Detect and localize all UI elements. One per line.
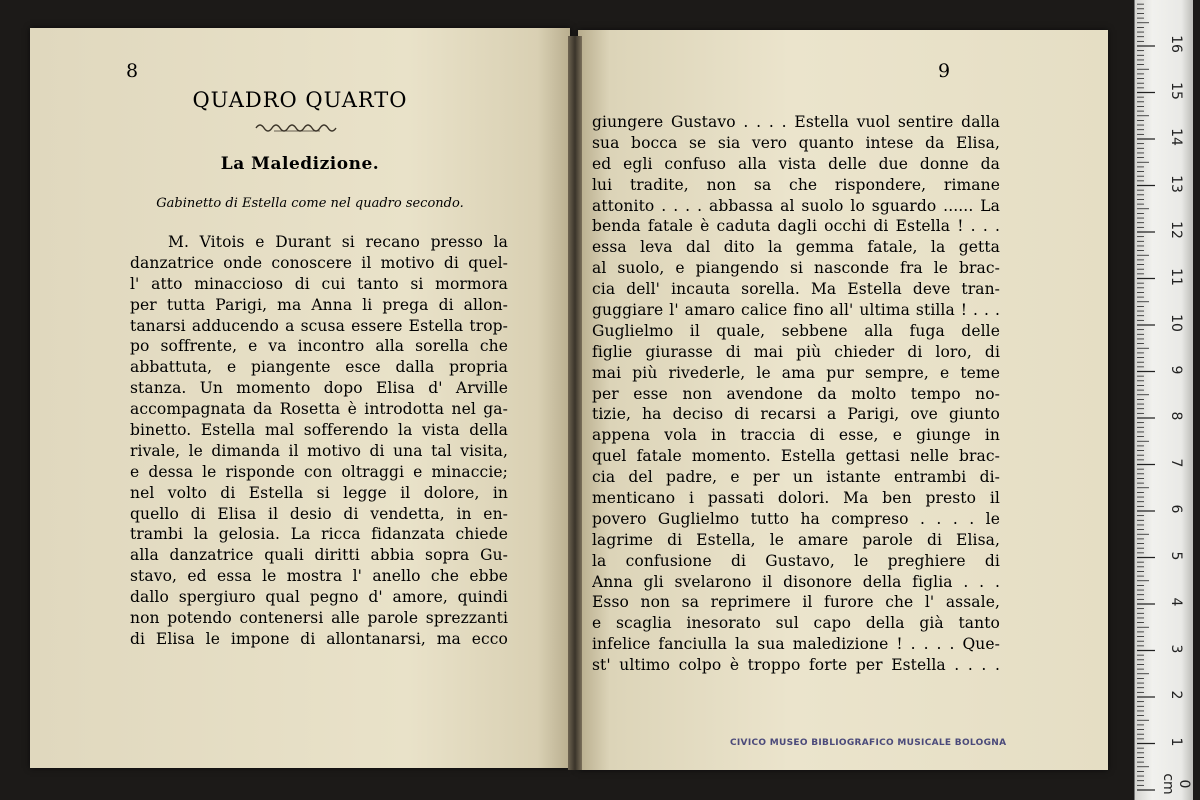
book-gutter bbox=[568, 36, 582, 770]
ruler-label: 10 bbox=[1168, 314, 1184, 332]
text-line: per tutta Parigi, ma Anna li prega di allon- bbox=[130, 295, 508, 314]
text-line: quello di Elisa il desio di vendetta, in en- bbox=[130, 504, 508, 523]
text-line: e dessa le risponde con oltraggi e minaccie; bbox=[130, 462, 508, 481]
ruler-label: 6 bbox=[1168, 504, 1184, 514]
text-line: benda fatale è caduta dagli occhi di Estella ! . . . bbox=[592, 217, 1000, 236]
text-line: al suolo, e piangendo si nasconde fra le brac- bbox=[592, 259, 1000, 278]
text-line: Guglielmo il quale, sebbene alla fuga delle bbox=[592, 321, 1000, 340]
ruler-label: 13 bbox=[1168, 174, 1184, 193]
ruler-label: 9 bbox=[1168, 365, 1184, 374]
ruler-label: 2 bbox=[1168, 690, 1184, 700]
right-page-text bbox=[592, 112, 1000, 676]
text-line: cia del padre, e per un istante entrambi di- bbox=[592, 468, 1000, 487]
text-line: dallo spergiuro qual pegno d' amore, quindi bbox=[130, 588, 508, 607]
ruler-label: 5 bbox=[1168, 551, 1184, 560]
text-line: cia dell' incauta sorella. Ma Estella deve tran- bbox=[592, 280, 1000, 299]
text-line: povero Guglielmo tutto ha compreso . . . . le bbox=[592, 509, 1000, 528]
text-line: st' ultimo colpo è troppo forte per Estella . . . . bbox=[592, 656, 1000, 675]
text-line: lagrime di Estella, le amare parole di Elisa, bbox=[592, 530, 1000, 549]
text-line: M. Vitois e Durant si recano presso la bbox=[168, 233, 508, 251]
text-line: infelice fanciulla la sua maledizione ! . . . . Que- bbox=[592, 635, 1000, 654]
ornament-divider bbox=[254, 120, 340, 134]
text-line: stanza. Un momento dopo Elisa d' Arville bbox=[130, 379, 508, 398]
text-line: accompagnata da Rosetta è introdotta nel ga- bbox=[130, 400, 508, 419]
ruler-label: 3 bbox=[1168, 644, 1184, 653]
text-line: tanarsi adducendo a scusa essere Estella trop- bbox=[130, 316, 508, 335]
ruler-label: 15 bbox=[1168, 81, 1184, 100]
left-page-number: 8 bbox=[126, 60, 139, 82]
chapter-heading: QUADRO QUARTO bbox=[192, 88, 408, 112]
text-line: attonito . . . . abbassa al suolo lo sguardo ...... La bbox=[592, 196, 1000, 215]
text-line: stavo, ed essa le mostra l' anello che ebbe bbox=[130, 567, 508, 586]
ruler-label: 4 bbox=[1168, 597, 1184, 607]
text-line: e scaglia inesorato sul capo della già tanto bbox=[592, 614, 1000, 633]
right-page-number: 9 bbox=[938, 60, 951, 82]
ruler-label: 11 bbox=[1168, 267, 1184, 286]
text-line: lui tradite, non sa che rispondere, rimane bbox=[592, 175, 1000, 194]
ruler-unit-label: 0 cm bbox=[1160, 773, 1192, 795]
text-line: non potendo contenersi alle parole sprezzanti bbox=[130, 609, 508, 628]
ruler-label: 8 bbox=[1168, 411, 1184, 421]
text-line: mai più rivederle, le ama pur sempre, e teme bbox=[592, 363, 1000, 382]
ruler-label: 7 bbox=[1168, 458, 1184, 467]
text-line: rivale, le dimanda il motivo di una tal visita, bbox=[130, 441, 508, 460]
library-stamp: CIVICO MUSEO BIBLIOGRAFICO MUSICALE BOLOGNA bbox=[730, 738, 1007, 748]
text-line: Anna gli svelarono il disonore della figlia . . . bbox=[592, 572, 1000, 591]
scene-note: Gabinetto di Estella come nel quadro secondo. bbox=[156, 196, 464, 211]
ruler-ticks bbox=[1135, 0, 1193, 800]
ruler-label: 14 bbox=[1168, 128, 1184, 146]
text-line: abbattuta, e piangente esce dalla propria bbox=[130, 358, 508, 377]
ruler-label: 12 bbox=[1168, 221, 1184, 239]
text-line: appena vola in traccia di esse, e giunge in bbox=[592, 426, 1000, 445]
text-line: di Elisa le impone di allontanarsi, ma ecco bbox=[130, 629, 508, 648]
text-line: po soffrente, e va incontro alla sorella che bbox=[130, 337, 508, 356]
text-line: ed egli confuso alla vista delle due donne da bbox=[592, 154, 1000, 173]
text-line: la confusione di Gustavo, le preghiere di bbox=[592, 551, 1000, 570]
text-line: binetto. Estella mal sofferendo la vista della bbox=[130, 421, 508, 440]
ruler-label: 1 bbox=[1168, 737, 1184, 746]
text-line: giungere Gustavo . . . . Estella vuol sentire dalla bbox=[592, 113, 1000, 131]
text-line: guggiare l' amaro calice fino all' ultima stilla ! . . . bbox=[592, 301, 1000, 320]
text-line: danzatrice onde conoscere il motivo di quel- bbox=[130, 253, 508, 272]
text-line: l' atto minaccioso di cui tanto si mormora bbox=[130, 274, 508, 293]
ruler-label: 16 bbox=[1168, 35, 1184, 53]
text-line: quel fatale momento. Estella gettasi nelle brac- bbox=[592, 447, 1000, 466]
left-page-text bbox=[130, 232, 508, 650]
text-line: sua bocca se sia vero quanto intese da Elisa, bbox=[592, 133, 1000, 152]
text-line: trambi la gelosia. La ricca fidanzata chiede bbox=[130, 525, 508, 544]
text-line: nel volto di Estella si legge il dolore, in bbox=[130, 483, 508, 502]
text-line: tizie, ha deciso di recarsi a Parigi, ove giunto bbox=[592, 405, 1000, 424]
text-line: per esse non avendone da molto tempo no- bbox=[592, 384, 1000, 403]
section-subheading: La Maledizione. bbox=[220, 154, 380, 174]
text-line: alla danzatrice quali diritti abbia sopra Gu- bbox=[130, 546, 508, 565]
measurement-ruler bbox=[1134, 0, 1193, 800]
text-line: Esso non sa reprimere il furore che l' assale, bbox=[592, 593, 1000, 612]
text-line: essa leva dal dito la gemma fatale, la getta bbox=[592, 238, 1000, 257]
text-line: menticano i passati dolori. Ma ben presto il bbox=[592, 489, 1000, 508]
text-line: figlie giurasse di mai più chieder di loro, di bbox=[592, 342, 1000, 361]
